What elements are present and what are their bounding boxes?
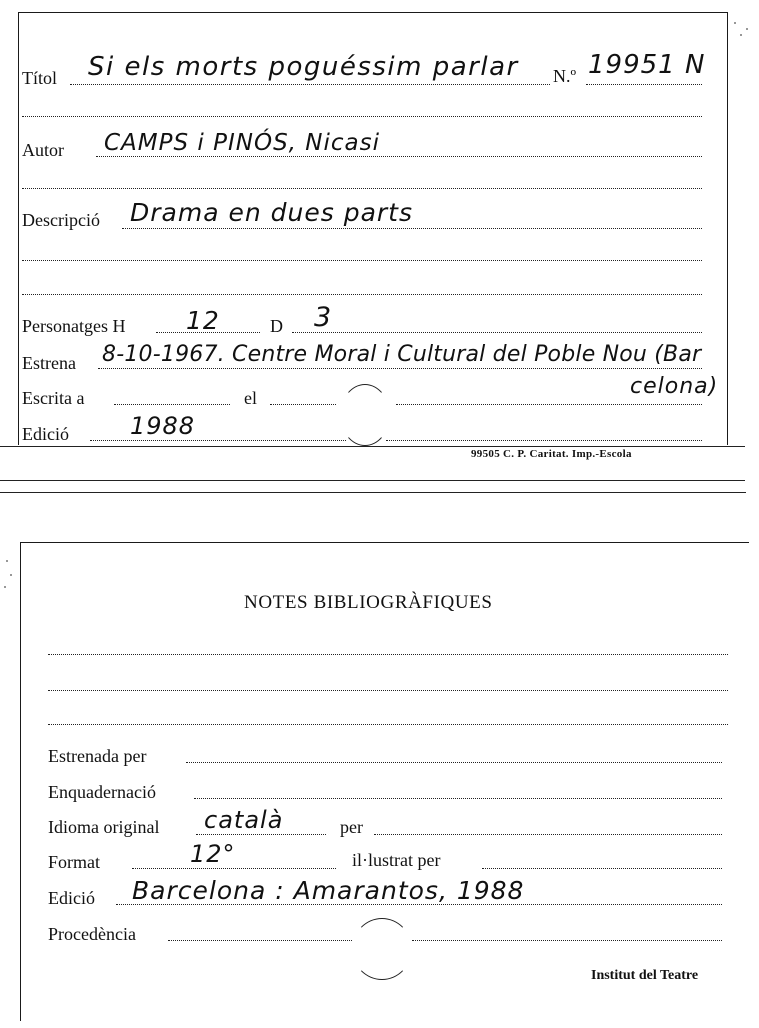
scan-speck xyxy=(746,28,748,30)
estrena-value-cont: celona) xyxy=(630,374,719,399)
titol-label: Títol xyxy=(22,68,57,88)
idioma-value: català xyxy=(204,806,284,834)
autor-dotline xyxy=(96,156,702,157)
printer-credit: 99505 C. P. Caritat. Imp.-Escola xyxy=(471,448,632,460)
edicio-label: Edició xyxy=(22,424,69,444)
per-label: per xyxy=(340,817,363,837)
edicio-back-value: Barcelona : Amarantos, 1988 xyxy=(132,876,525,905)
idioma-label: Idioma original xyxy=(48,817,160,837)
edicio-back-label: Edició xyxy=(48,888,95,908)
numero-dotline xyxy=(586,84,702,85)
escrita-label: Escrita a xyxy=(22,388,85,408)
descripcio-value: Drama en dues parts xyxy=(130,198,414,227)
per-dotline xyxy=(374,834,722,835)
format-dotline xyxy=(132,868,336,869)
estrena-label: Estrena xyxy=(22,353,76,373)
procedencia-dotline xyxy=(168,940,352,941)
el-label: el xyxy=(244,388,257,408)
numero-value: 19951 N xyxy=(588,50,706,80)
notes-heading: NOTES BIBLIOGRÀFIQUES xyxy=(244,592,493,613)
scan-speck xyxy=(4,586,6,588)
personatges-d-dotline xyxy=(292,332,702,333)
blank-dotline-4 xyxy=(22,294,702,295)
punch-hole-front xyxy=(340,384,390,446)
edicio-value: 1988 xyxy=(130,412,196,440)
estrena-value: 8-10-1967. Centre Moral i Cultural del Poble Nou (Bar xyxy=(102,342,702,367)
scan-speck xyxy=(734,22,736,24)
el-dotline-a xyxy=(270,404,336,405)
notes-dotline-2 xyxy=(48,690,728,691)
idioma-dotline xyxy=(196,834,326,835)
illustrat-label: il·lustrat per xyxy=(352,850,441,870)
estrenada-dotline xyxy=(186,762,722,763)
blank-dotline-1 xyxy=(22,116,702,117)
personatges-h-value: 12 xyxy=(186,306,220,335)
card-front-bottom-edge xyxy=(0,446,745,447)
estrenada-label: Estrenada per xyxy=(48,746,147,766)
descripcio-dotline xyxy=(122,228,702,229)
edicio-dotline xyxy=(90,440,346,441)
el-dotline-b xyxy=(396,404,702,405)
titol-dotline xyxy=(70,84,550,85)
blank-dotline-2 xyxy=(22,188,702,189)
scan-speck xyxy=(740,34,742,36)
personatges-d-label: D xyxy=(270,316,283,336)
personatges-h-dotline xyxy=(156,332,260,333)
descripcio-label: Descripció xyxy=(22,210,100,230)
procedencia-label: Procedència xyxy=(48,924,136,944)
edicio-dotline-b xyxy=(386,440,702,441)
escrita-dotline xyxy=(114,404,230,405)
card-separator xyxy=(0,492,746,493)
autor-value: CAMPS i PINÓS, Nicasi xyxy=(104,130,381,156)
personatges-d-value: 3 xyxy=(314,302,333,333)
enquadernacio-label: Enquadernació xyxy=(48,782,156,802)
notes-dotline-3 xyxy=(48,724,728,725)
format-label: Format xyxy=(48,852,100,872)
estrena-dotline xyxy=(98,368,702,369)
format-value: 12° xyxy=(190,840,236,868)
scan-speck xyxy=(6,560,8,562)
autor-label: Autor xyxy=(22,140,64,160)
titol-value: Si els morts poguéssim parlar xyxy=(88,52,519,82)
edicio-back-dotline xyxy=(116,904,722,905)
personatges-label: Personatges H xyxy=(22,316,126,336)
blank-dotline-3 xyxy=(22,260,702,261)
punch-hole-back xyxy=(352,918,412,980)
notes-dotline-1 xyxy=(48,654,728,655)
numero-label: N.º xyxy=(553,66,577,86)
scan-speck xyxy=(10,574,12,576)
institut-stamp: Institut del Teatre xyxy=(591,968,699,983)
enquadernacio-dotline xyxy=(194,798,722,799)
procedencia-dotline-b xyxy=(412,940,722,941)
illustrat-dotline xyxy=(482,868,722,869)
card-front-lower-edge xyxy=(0,480,745,481)
